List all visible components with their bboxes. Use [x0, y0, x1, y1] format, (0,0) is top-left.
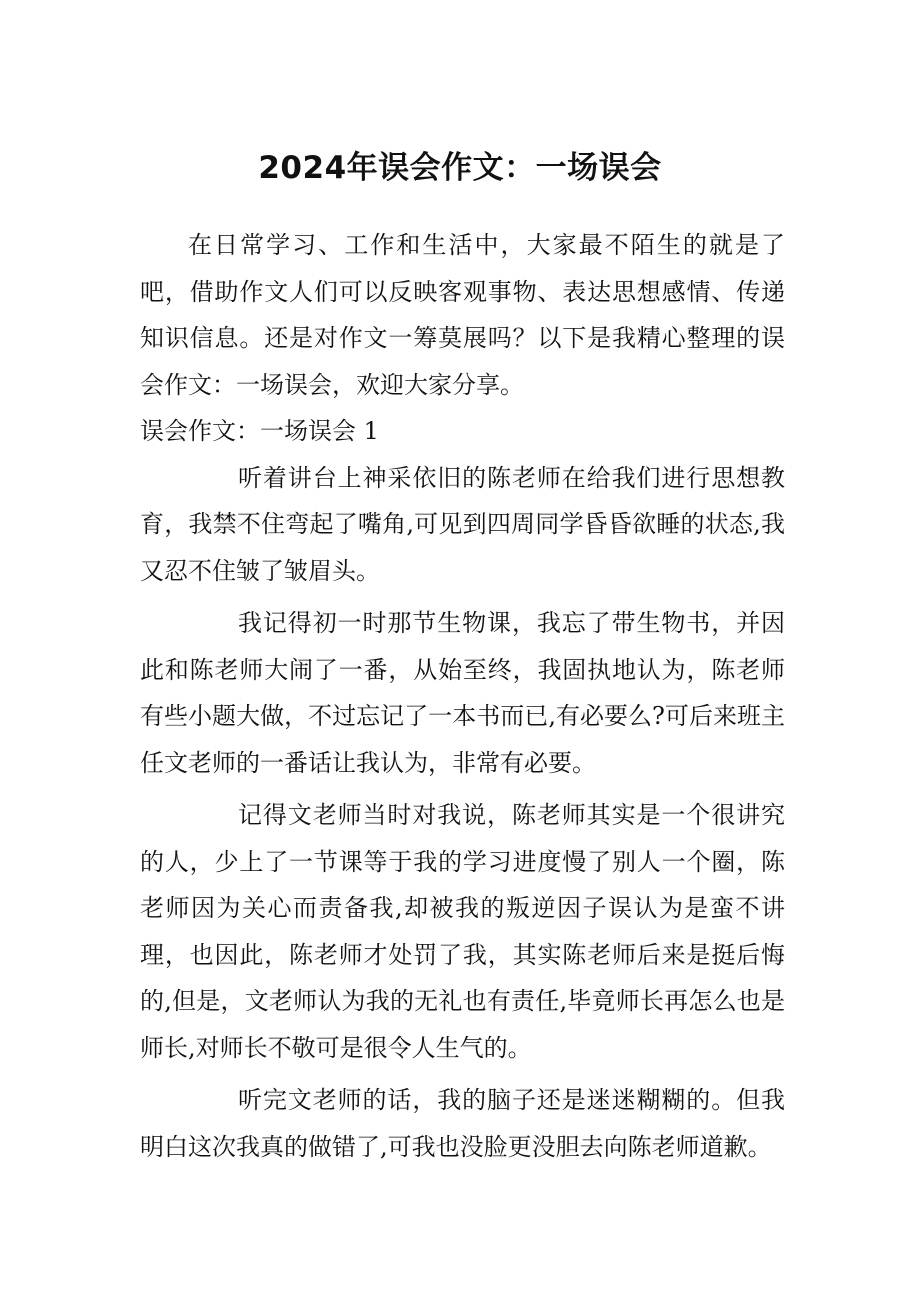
body-paragraph-2: 我记得初一时那节生物课，我忘了带生物书，并因此和陈老师大闹了一番，从始至终，我固执地认为，陈老师有些小题大做，不过忘记了一本书而已,有必要么?可后来班主任文老师的一番话让我认为，非常有必要。 [140, 609, 785, 777]
intro-paragraph: 在日常学习、工作和生活中，大家最不陌生的就是了吧，借助作文人们可以反映客观事物、表达思想感情、传递知识信息。还是对作文一筹莫展吗？以下是我精心整理的误会作文：一场误会，欢迎大家分享。 [140, 231, 785, 399]
body-paragraph-4: 听完文老师的话，我的脑子还是迷迷糊糊的。但我明白这次我真的做错了,可我也没脸更没胆去向陈老师道歉。 [140, 1086, 785, 1161]
section-heading: 误会作文：一场误会 1 [140, 417, 379, 445]
document-body [140, 222, 785, 1170]
body-paragraph-3: 记得文老师当时对我说，陈老师其实是一个很讲究的人，少上了一节课等于我的学习进度慢了别人一个圈，陈老师因为关心而责备我,却被我的叛逆因子误认为是蛮不讲理，也因此，陈老师才处罚了我，其实陈老师后来是挺后悔的,但是，文老师认为我的无礼也有责任,毕竟师长再怎么也是师长,对师长不敬可是很令人生气的。 [140, 801, 785, 1062]
body-paragraph-1: 听着讲台上神采依旧的陈老师在给我们进行思想教育，我禁不住弯起了嘴角,可见到四周同学昏昏欲睡的状态,我又忍不住皱了皱眉头。 [140, 463, 785, 585]
document-title: 2024年误会作文：一场误会 [258, 150, 662, 186]
